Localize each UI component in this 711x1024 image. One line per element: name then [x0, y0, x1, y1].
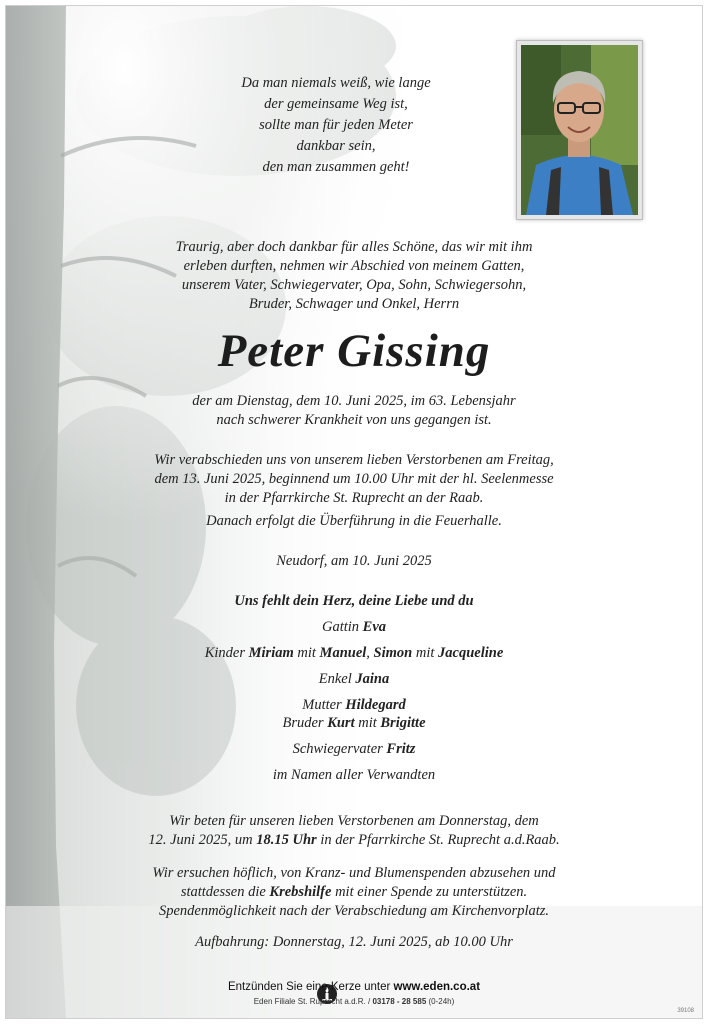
prayer-info [6, 812, 702, 850]
relative-name: Miriam [248, 645, 294, 661]
motto-line: den man zusammen geht! [262, 159, 410, 175]
portrait-photo [521, 45, 638, 215]
prayer-text: in der Pfarrkirche St. Ruprecht a.d.Raab. [316, 832, 560, 848]
relative-name: Kurt [327, 715, 355, 731]
relation-label: Schwiegervater [292, 741, 387, 757]
connector-text: mit [293, 645, 320, 661]
relative-name: Jaina [355, 671, 390, 687]
connector-text: mit [412, 645, 439, 661]
place-date-text: Neudorf, am 10. Juni 2025 [276, 553, 432, 569]
service-line: dem 13. Juni 2025, beginnend um 10.00 Uhr mit der hl. Seelenmesse [154, 471, 554, 487]
relation-label: Enkel [318, 671, 356, 687]
connector-text: , [366, 645, 374, 661]
donation-line: Wir ersuchen höflich, von Kranz- und Blumenspenden abzusehen und [152, 865, 556, 881]
relation-label: Bruder [282, 715, 328, 731]
motto-poem [231, 73, 441, 178]
relative-name: Simon [373, 645, 413, 661]
relative-name: Manuel [319, 645, 367, 661]
death-line: der am Dienstag, dem 10. Juni 2025, im 63. Lebensjahr [192, 393, 516, 409]
family-schwiegervater [6, 740, 702, 759]
family-heading [6, 592, 702, 611]
viewing-info [6, 933, 702, 952]
relative-name: Brigitte [380, 715, 426, 731]
footer-text: Entzünden Sie eine Kerze unter [227, 981, 394, 993]
family-closing-text: im Namen aller Verwandten [272, 767, 436, 783]
donation-info [6, 864, 702, 921]
relative-name: Fritz [386, 741, 416, 757]
service-line: Wir verabschieden uns von unserem lieben Verstorbenen am Freitag, [154, 452, 554, 468]
relation-label: Gattin [321, 619, 363, 635]
obituary-content [6, 6, 702, 1018]
place-date [6, 552, 702, 571]
footer-url-link[interactable]: www.eden.co.at [393, 981, 481, 993]
prayer-line: Wir beten für unseren lieben Verstorbenen am Donnerstag, dem [169, 813, 539, 829]
footer-text: Eden Filiale St. Ruprecht a.d.R. / [253, 997, 373, 1006]
footer-contact-line [6, 997, 702, 1006]
family-bruder [6, 714, 702, 733]
connector-text: mit [354, 715, 381, 731]
prayer-time: 18.15 Uhr [256, 832, 317, 848]
prayer-text: 12. Juni 2025, um [148, 832, 257, 848]
footer-phone: 03178 - 28 585 [372, 997, 427, 1006]
footer [6, 981, 702, 1006]
family-mutter [6, 696, 702, 715]
donation-text: mit einer Spende zu unterstützen. [331, 884, 528, 900]
transfer-text: Danach erfolgt die Überführung in die Feuerhalle. [206, 513, 502, 529]
motto-line: der gemeinsame Weg ist, [264, 96, 408, 112]
donation-line: Spendenmöglichkeit nach der Verabschiedung am Kirchenvorplatz. [158, 903, 550, 919]
footer-text: (0-24h) [426, 997, 455, 1006]
intro-line: Traurig, aber doch dankbar für alles Schöne, das wir mit ihm [175, 239, 533, 255]
intro-line: unserem Vater, Schwiegervater, Opa, Sohn, Schwiegersohn, [181, 277, 527, 293]
relation-label: Kinder [204, 645, 249, 661]
relative-name: Jacqueline [438, 645, 504, 661]
family-kinder [6, 644, 702, 663]
donation-text: stattdessen die [180, 884, 270, 900]
family-enkel [6, 670, 702, 689]
motto-line: dankbar sein, [296, 138, 376, 154]
portrait-photo-frame [516, 40, 643, 220]
obituary-card [5, 5, 703, 1019]
service-line: in der Pfarrkirche St. Ruprecht an der Raab. [224, 490, 484, 506]
footer-candle-line [6, 981, 702, 993]
service-info [6, 451, 702, 508]
intro-line: Bruder, Schwager und Onkel, Herrn [248, 296, 460, 312]
relative-name: Hildegard [345, 697, 406, 713]
family-gattin [6, 618, 702, 637]
family-closing [6, 766, 702, 785]
document-code: 39108 [677, 1008, 694, 1014]
transfer-note [6, 512, 702, 531]
relation-label: Mutter [302, 697, 346, 713]
motto-line: Da man niemals weiß, wie lange [241, 75, 431, 91]
viewing-text: Aufbahrung: Donnerstag, 12. Juni 2025, ab 10.00 Uhr [195, 934, 513, 950]
intro-line: erleben durften, nehmen wir Abschied von meinem Gatten, [183, 258, 525, 274]
relative-name: Eva [362, 619, 387, 635]
death-info [6, 392, 702, 430]
death-line: nach schwerer Krankheit von uns gegangen ist. [216, 412, 492, 428]
deceased-name: Peter Gissing [217, 325, 491, 377]
motto-line: sollte man für jeden Meter [259, 117, 413, 133]
family-heading-text: Uns fehlt dein Herz, deine Liebe und du [234, 593, 474, 609]
intro-text [6, 238, 702, 314]
donation-organization: Krebshilfe [269, 884, 332, 900]
